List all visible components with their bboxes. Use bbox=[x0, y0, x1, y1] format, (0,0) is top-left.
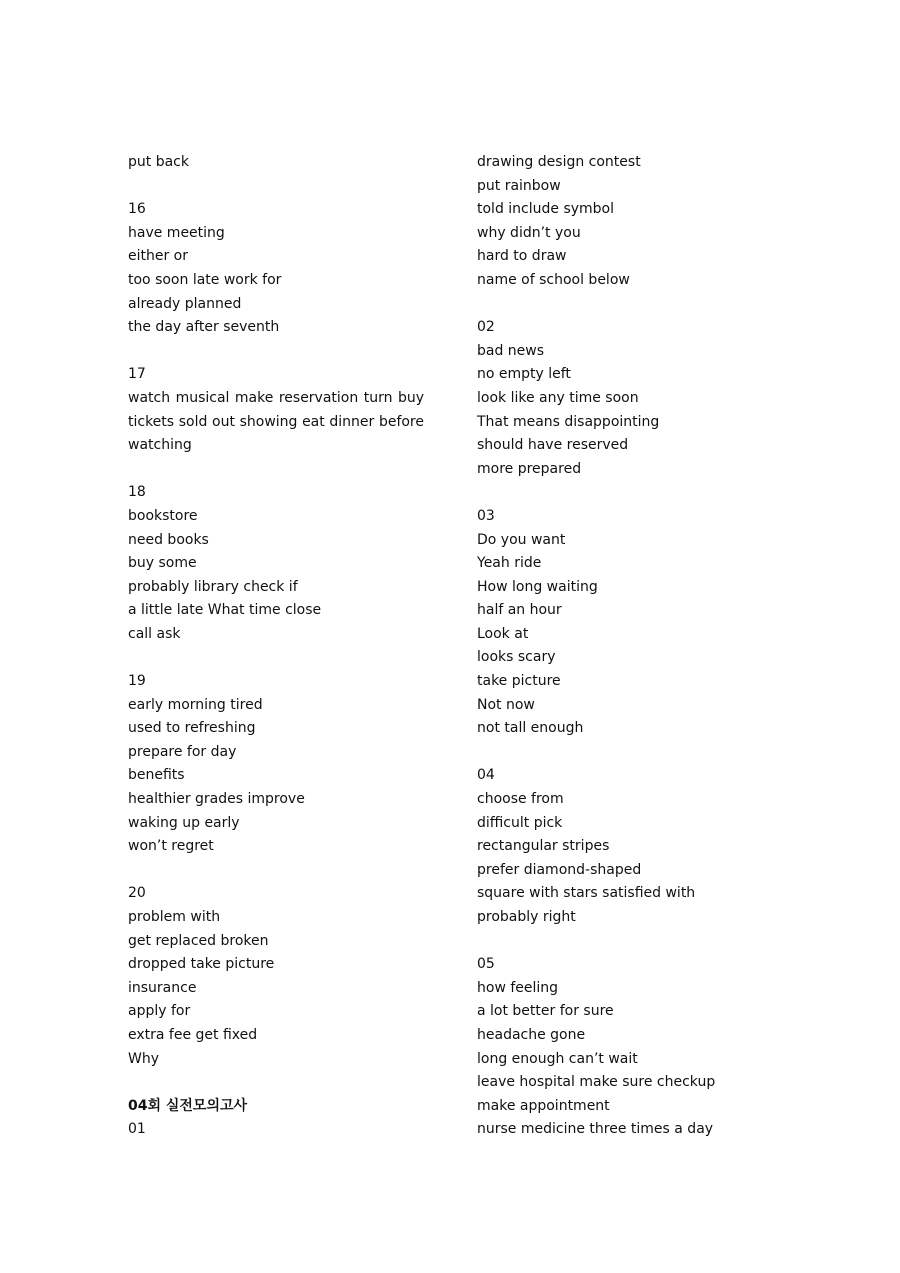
text-line: name of school below bbox=[477, 271, 630, 288]
text-line: rectangular stripes bbox=[477, 838, 610, 855]
blank-line bbox=[128, 175, 424, 199]
section-number: 04 bbox=[477, 767, 495, 784]
text-line: a little late What time close bbox=[128, 602, 322, 619]
text-line: Look at bbox=[477, 625, 529, 642]
text-line: benefits bbox=[128, 767, 185, 784]
text-line: take picture bbox=[477, 673, 561, 690]
text-line: half an hour bbox=[477, 602, 562, 619]
text-line: why didn’t you bbox=[477, 224, 581, 241]
text-line: apply for bbox=[128, 1003, 191, 1020]
text-line: more prepared bbox=[477, 460, 582, 477]
text-line: probably library check if bbox=[128, 578, 298, 595]
text-line: already planned bbox=[128, 295, 242, 312]
text-line: buy some bbox=[128, 555, 197, 572]
text-line: Not now bbox=[477, 696, 535, 713]
blank-line bbox=[477, 481, 777, 505]
section-number: 19 bbox=[128, 673, 146, 690]
text-line: How long waiting bbox=[477, 578, 598, 595]
text-line: too soon late work for bbox=[128, 271, 282, 288]
text-line: nurse medicine three times a day bbox=[477, 1121, 714, 1138]
text-line: difficult pick bbox=[477, 814, 563, 831]
section-number: 05 bbox=[477, 956, 495, 973]
text-line: should have reserved bbox=[477, 437, 629, 454]
text-line: dropped take picture bbox=[128, 956, 275, 973]
text-line: put back bbox=[128, 154, 189, 170]
section-number: 16 bbox=[128, 201, 146, 218]
text-line: problem with bbox=[128, 909, 221, 925]
text-line: a lot better for sure bbox=[477, 1003, 614, 1020]
right-column bbox=[477, 151, 777, 1142]
text-line: drawing design contest bbox=[477, 154, 641, 170]
text-line: tickets sold out showing eat dinner before bbox=[128, 413, 424, 430]
text-line: used to refreshing bbox=[128, 720, 256, 737]
text-line: the day after seventh bbox=[128, 319, 280, 336]
text-line: long enough can’t wait bbox=[477, 1050, 638, 1067]
text-line: bad news bbox=[477, 342, 545, 359]
text-line: need books bbox=[128, 531, 209, 548]
text-line: either or bbox=[128, 248, 189, 265]
text-line: That means disappointing bbox=[477, 413, 660, 430]
text-line: choose from bbox=[477, 791, 564, 808]
blank-line bbox=[477, 741, 777, 765]
blank-line bbox=[128, 1071, 424, 1095]
blank-line bbox=[128, 458, 424, 482]
section-number: 02 bbox=[477, 319, 495, 336]
text-line: look like any time soon bbox=[477, 389, 639, 406]
text-line: Yeah ride bbox=[477, 555, 542, 572]
text-line: extra fee get fixed bbox=[128, 1026, 258, 1043]
test-heading: 04회 실전모의고사 bbox=[128, 1097, 248, 1114]
text-line: leave hospital make sure checkup bbox=[477, 1074, 716, 1091]
text-line: probably right bbox=[477, 909, 576, 925]
blank-line bbox=[128, 340, 424, 364]
section-number: 03 bbox=[477, 507, 495, 524]
text-line: won’t regret bbox=[128, 838, 214, 855]
text-line: healthier grades improve bbox=[128, 791, 305, 808]
text-line: watching bbox=[128, 437, 192, 454]
blank-line bbox=[128, 859, 424, 883]
left-column bbox=[128, 151, 424, 1142]
text-line: call ask bbox=[128, 625, 181, 642]
text-line: prepare for day bbox=[128, 743, 237, 760]
text-line: square with stars satisfied with bbox=[477, 885, 696, 902]
text-line: get replaced broken bbox=[128, 932, 269, 949]
section-number: 20 bbox=[128, 885, 146, 902]
text-line: prefer diamond-shaped bbox=[477, 861, 642, 878]
text-line: how feeling bbox=[477, 979, 559, 996]
text-line: not tall enough bbox=[477, 720, 584, 737]
text-line: insurance bbox=[128, 979, 197, 996]
text-line: make appointment bbox=[477, 1097, 610, 1114]
section-number: 18 bbox=[128, 484, 146, 501]
blank-line bbox=[477, 930, 777, 954]
text-line: bookstore bbox=[128, 507, 198, 524]
text-line: told include symbol bbox=[477, 201, 615, 218]
blank-line bbox=[477, 293, 777, 317]
section-number: 01 bbox=[128, 1121, 146, 1138]
text-line: hard to draw bbox=[477, 248, 567, 265]
text-line: looks scary bbox=[477, 649, 556, 666]
text-line: put rainbow bbox=[477, 177, 561, 194]
text-line: have meeting bbox=[128, 224, 225, 241]
text-line: early morning tired bbox=[128, 696, 263, 713]
text-line: Why bbox=[128, 1050, 160, 1067]
text-line: no empty left bbox=[477, 366, 571, 383]
text-line: waking up early bbox=[128, 814, 240, 831]
section-number: 17 bbox=[128, 366, 146, 383]
text-line: watch musical make reservation turn buy bbox=[128, 389, 424, 406]
blank-line bbox=[128, 646, 424, 670]
text-line: Do you want bbox=[477, 531, 566, 548]
text-line: headache gone bbox=[477, 1026, 586, 1043]
